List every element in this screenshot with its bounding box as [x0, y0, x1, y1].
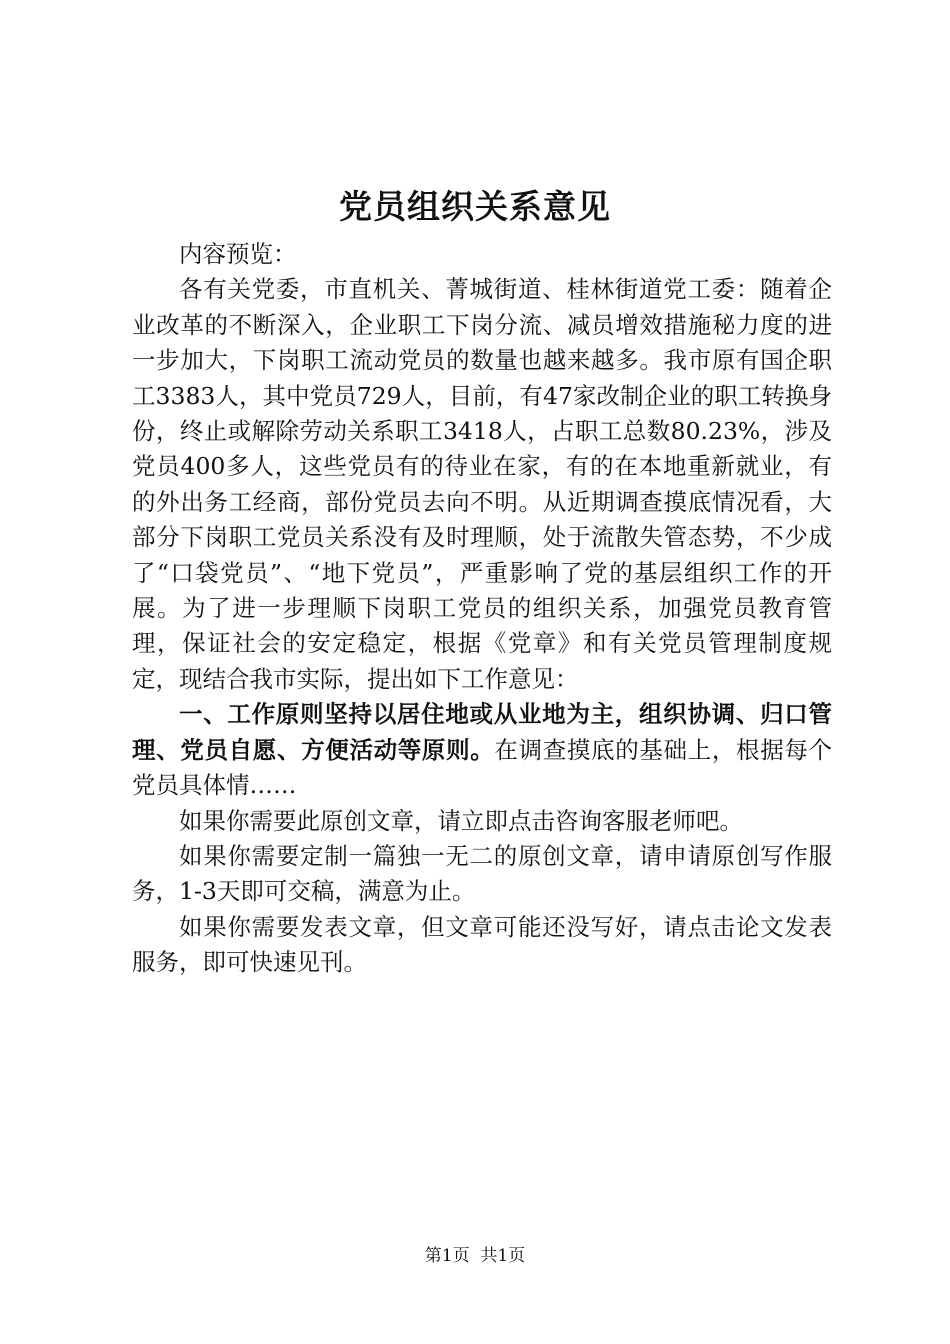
- document-title: 党员组织关系意见: [339, 187, 611, 226]
- paragraph-intro: 各有关党委，市直机关、菁城街道、桂林街道党工委：随着企业改革的不断深入，企业职工下岗分流、减员增效措施秘力度的进一步加大，下岗职工流动党员的数量也越来越多。我市原有国企职工3383人，其中党员729人，目前，有47家改制企业的职工转换身份，终止或解除劳动关系职工3418人，占职工总数80.23%，涉及党员400多人，这些党员有的待业在家，有的在本地重新就业，有的外出务工经商，部份党员去向不明。从近期调查摸底情况看，大部分下岗职工党员关系没有及时理顺，处于流散失管态势，不少成了“口袋党员”、“地下党员”，严重影响了党的基层组织工作的开展。为了进一步理顺下岗职工党员的组织关系，加强党员教育管理，保证社会的安定稳定，根据《党章》和有关党员管理制度规定，现结合我市实际，提出如下工作意见：: [132, 275, 832, 693]
- cta-consult-link[interactable]: 如果你需要此原创文章，请立即点击咨询客服老师吧。: [179, 806, 743, 835]
- section-heading: 一、工作原则坚持以居住地或从业地为主，组织协调、归口管理、党员自愿、方便活动等原则。: [132, 700, 832, 764]
- section-text: 在调查摸底的基础上，根据每个党员具体情……: [132, 735, 833, 800]
- cta-publish-link[interactable]: 如果你需要发表文章，但文章可能还没写好，请点击论文发表服务，即可快速见刊。: [132, 912, 832, 977]
- paragraph-section-one: [132, 697, 832, 803]
- page-footer: 第1页 共1页: [424, 1246, 526, 1266]
- preview-label: 内容预览：: [179, 240, 297, 268]
- cta-custom-writing-link[interactable]: 如果你需要定制一篇独一无二的原创文章，请申请原创写作服务，1-3天即可交稿，满意为止。: [132, 841, 832, 906]
- document-body: [132, 237, 832, 981]
